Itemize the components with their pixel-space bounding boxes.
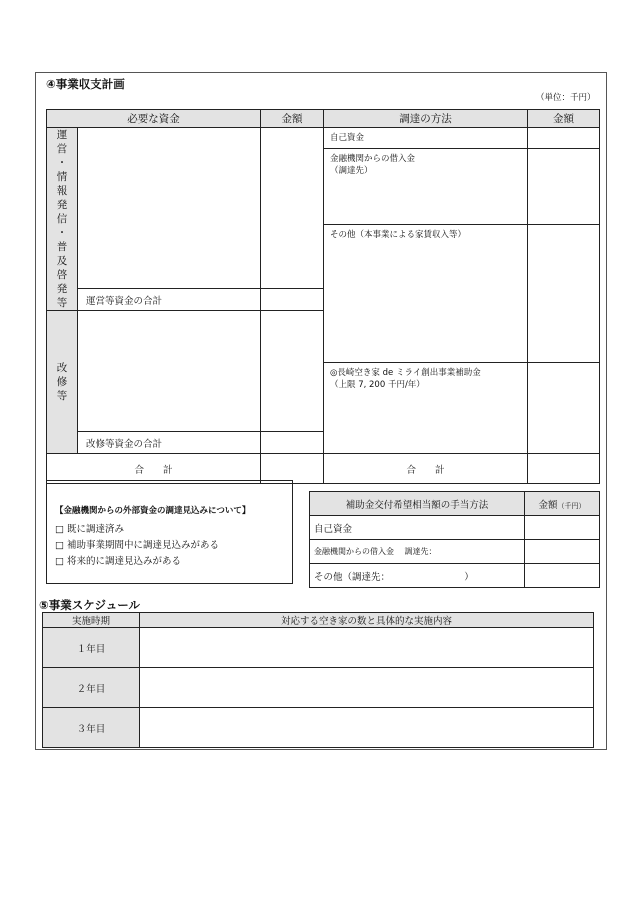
subsidy-method-header: 補助金交付希望相当額の手当方法 xyxy=(310,492,525,516)
subsidy-row-own-amount[interactable] xyxy=(525,516,600,540)
external-funds-box xyxy=(46,480,293,584)
renovation-amount-input[interactable] xyxy=(261,311,324,432)
renovation-total-label: 改修等資金の合計 xyxy=(78,432,261,454)
total-amount-left[interactable] xyxy=(261,454,324,484)
schedule-period-header: 実施時期 xyxy=(43,613,140,628)
source-other-amount[interactable] xyxy=(528,225,600,363)
operation-category-label: 運 営 ・ 情 報 発 信 ・ 普 及 啓 発 等 xyxy=(47,128,78,311)
renovation-funds-input[interactable] xyxy=(78,311,261,432)
schedule-year1-label: １年目 xyxy=(43,628,140,668)
option-future[interactable]: □ 将来的に調達見込みがある xyxy=(55,556,181,567)
needed-funds-header: 必要な資金 xyxy=(47,110,261,128)
total-label-right: 合 計 xyxy=(324,454,528,484)
subsidy-method-table xyxy=(309,491,600,588)
procurement-header: 調達の方法 xyxy=(324,110,528,128)
unit-label: （単位：千円） xyxy=(536,93,596,103)
option-already-procured[interactable]: □ 既に調達済み xyxy=(55,524,124,535)
total-amount-right[interactable] xyxy=(528,454,600,484)
amount-header-left: 金額 xyxy=(261,110,324,128)
schedule-year3-input[interactable] xyxy=(140,708,594,748)
renovation-total-amount[interactable] xyxy=(261,432,324,454)
schedule-year1-input[interactable] xyxy=(140,628,594,668)
source-loan-amount[interactable] xyxy=(528,149,600,225)
source-loan: 金融機関からの借入金 （調達先） xyxy=(324,149,528,225)
source-other: その他（本事業による家賃収入等） xyxy=(324,225,528,363)
source-subsidy-amount[interactable] xyxy=(528,363,600,454)
amount-header-right: 金額 xyxy=(528,110,600,128)
operation-total-amount[interactable] xyxy=(261,289,324,311)
subsidy-row-loan-amount[interactable] xyxy=(525,540,600,564)
schedule-year2-label: ２年目 xyxy=(43,668,140,708)
renovation-category-label: 改 修 等 xyxy=(47,311,78,454)
subsidy-row-own: 自己資金 xyxy=(310,516,525,540)
section5-title: ⑤事業スケジュール xyxy=(39,598,141,612)
source-own-amount[interactable] xyxy=(528,128,600,149)
schedule-table xyxy=(42,612,594,748)
schedule-year2-input[interactable] xyxy=(140,668,594,708)
subsidy-row-other-amount[interactable] xyxy=(525,564,600,588)
source-own-funds: 自己資金 xyxy=(324,128,528,149)
subsidy-amount-header: 金額（千円） xyxy=(525,492,600,516)
total-label-left: 合 計 xyxy=(47,454,261,484)
operation-amount-input[interactable] xyxy=(261,128,324,289)
external-funds-title: 【金融機関からの外部資金の調達見込みについて】 xyxy=(55,506,251,516)
schedule-content-header: 対応する空き家の数と具体的な実施内容 xyxy=(140,613,594,628)
schedule-year3-label: ３年目 xyxy=(43,708,140,748)
section4-title: ④事業収支計画 xyxy=(46,77,125,91)
operation-total-label: 運営等資金の合計 xyxy=(78,289,261,311)
option-during-period[interactable]: □ 補助事業期間中に調達見込みがある xyxy=(55,540,219,551)
source-subsidy: ◎長崎空き家 de ミライ創出事業補助金 （上限 7, 200 千円/年） xyxy=(324,363,528,454)
subsidy-row-other: その他（調達先： ） xyxy=(310,564,525,588)
subsidy-row-loan: 金融機関からの借入金 調達先： xyxy=(310,540,525,564)
funding-table xyxy=(46,109,600,484)
operation-funds-input[interactable] xyxy=(78,128,261,289)
